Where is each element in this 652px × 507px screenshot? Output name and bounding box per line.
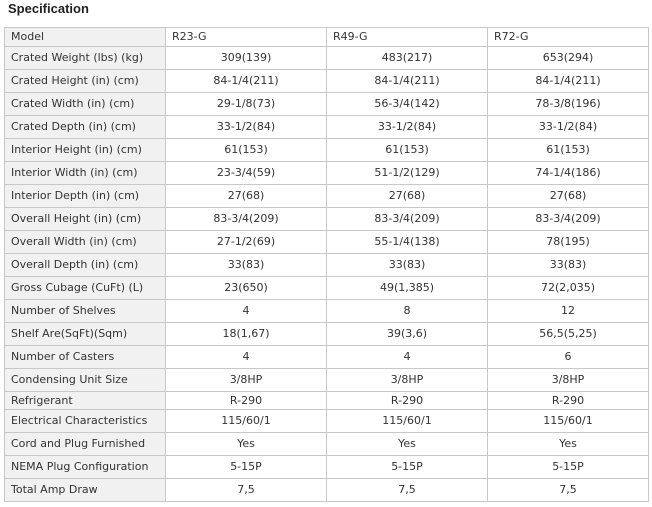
table-row	[5, 139, 649, 162]
table-row	[5, 208, 649, 231]
table-row	[5, 47, 649, 70]
cell-r23-g: 33(83)	[166, 254, 327, 277]
cell-r49-g: 39(3,6)	[327, 323, 488, 346]
cell-r49-g: 33(83)	[327, 254, 488, 277]
cell-r23-g: 18(1,67)	[166, 323, 327, 346]
cell-r23-g: 61(153)	[166, 139, 327, 162]
cell-r23-g: 23-3/4(59)	[166, 162, 327, 185]
row-label: Overall Depth (in) (cm)	[5, 254, 166, 277]
cell-r23-g: Yes	[166, 433, 327, 456]
cell-r49-g: 83-3/4(209)	[327, 208, 488, 231]
cell-r72-g: 72(2,035)	[488, 277, 649, 300]
row-label: Condensing Unit Size	[5, 369, 166, 392]
cell-r49-g: 56-3/4(142)	[327, 93, 488, 116]
row-label: Crated Width (in) (cm)	[5, 93, 166, 116]
table-row	[5, 185, 649, 208]
table-row	[5, 479, 649, 502]
column-header-r49-g: R49-G	[327, 28, 488, 47]
cell-r23-g: 84-1/4(211)	[166, 70, 327, 93]
row-label: Shelf Are(SqFt)(Sqm)	[5, 323, 166, 346]
cell-r49-g: 61(153)	[327, 139, 488, 162]
cell-r72-g: 3/8HP	[488, 369, 649, 392]
row-label: Overall Width (in) (cm)	[5, 231, 166, 254]
table-header-row	[5, 28, 649, 47]
cell-r23-g: 29-1/8(73)	[166, 93, 327, 116]
row-label: Crated Weight (lbs) (kg)	[5, 47, 166, 70]
cell-r72-g: 12	[488, 300, 649, 323]
cell-r72-g: 78(195)	[488, 231, 649, 254]
table-row	[5, 433, 649, 456]
cell-r72-g: 74-1/4(186)	[488, 162, 649, 185]
cell-r49-g: 3/8HP	[327, 369, 488, 392]
specification-table	[4, 27, 649, 502]
cell-r23-g: 7,5	[166, 479, 327, 502]
cell-r72-g: 33(83)	[488, 254, 649, 277]
column-header-r72-g: R72-G	[488, 28, 649, 47]
cell-r23-g: 23(650)	[166, 277, 327, 300]
row-label: NEMA Plug Configuration	[5, 456, 166, 479]
cell-r49-g: Yes	[327, 433, 488, 456]
table-row	[5, 116, 649, 139]
cell-r72-g: 84-1/4(211)	[488, 70, 649, 93]
row-label: Gross Cubage (CuFt) (L)	[5, 277, 166, 300]
cell-r49-g: 33-1/2(84)	[327, 116, 488, 139]
cell-r72-g: 78-3/8(196)	[488, 93, 649, 116]
cell-r72-g: 6	[488, 346, 649, 369]
cell-r72-g: 61(153)	[488, 139, 649, 162]
table-row	[5, 323, 649, 346]
cell-r23-g: 4	[166, 300, 327, 323]
row-label: Crated Height (in) (cm)	[5, 70, 166, 93]
cell-r72-g: 33-1/2(84)	[488, 116, 649, 139]
cell-r72-g: 56,5(5,25)	[488, 323, 649, 346]
cell-r49-g: 51-1/2(129)	[327, 162, 488, 185]
table-row	[5, 231, 649, 254]
cell-r49-g: 84-1/4(211)	[327, 70, 488, 93]
table-row	[5, 369, 649, 392]
row-label: Interior Width (in) (cm)	[5, 162, 166, 185]
cell-r23-g: 5-15P	[166, 456, 327, 479]
cell-r49-g: 49(1,385)	[327, 277, 488, 300]
cell-r72-g: R-290	[488, 392, 649, 410]
row-label: Crated Depth (in) (cm)	[5, 116, 166, 139]
cell-r72-g: 653(294)	[488, 47, 649, 70]
row-label: Total Amp Draw	[5, 479, 166, 502]
cell-r23-g: R-290	[166, 392, 327, 410]
cell-r49-g: 55-1/4(138)	[327, 231, 488, 254]
cell-r49-g: 7,5	[327, 479, 488, 502]
cell-r23-g: 27-1/2(69)	[166, 231, 327, 254]
cell-r49-g: 8	[327, 300, 488, 323]
table-row	[5, 93, 649, 116]
cell-r72-g: 83-3/4(209)	[488, 208, 649, 231]
row-label: Interior Depth (in) (cm)	[5, 185, 166, 208]
row-label: Interior Height (in) (cm)	[5, 139, 166, 162]
cell-r23-g: 33-1/2(84)	[166, 116, 327, 139]
table-row	[5, 70, 649, 93]
table-row	[5, 346, 649, 369]
cell-r23-g: 27(68)	[166, 185, 327, 208]
cell-r72-g: 7,5	[488, 479, 649, 502]
cell-r72-g: 5-15P	[488, 456, 649, 479]
cell-r23-g: 4	[166, 346, 327, 369]
column-header-model: Model	[5, 28, 166, 47]
cell-r23-g: 83-3/4(209)	[166, 208, 327, 231]
row-label: Overall Height (in) (cm)	[5, 208, 166, 231]
cell-r23-g: 3/8HP	[166, 369, 327, 392]
cell-r49-g: 115/60/1	[327, 410, 488, 433]
cell-r49-g: 483(217)	[327, 47, 488, 70]
table-row	[5, 410, 649, 433]
row-label: Refrigerant	[5, 392, 166, 410]
row-label: Number of Casters	[5, 346, 166, 369]
table-row	[5, 456, 649, 479]
table-row	[5, 277, 649, 300]
table-row	[5, 162, 649, 185]
table-row	[5, 392, 649, 410]
cell-r49-g: 4	[327, 346, 488, 369]
cell-r49-g: 27(68)	[327, 185, 488, 208]
row-label: Cord and Plug Furnished	[5, 433, 166, 456]
table-row	[5, 300, 649, 323]
cell-r72-g: Yes	[488, 433, 649, 456]
column-header-r23-g: R23-G	[166, 28, 327, 47]
cell-r23-g: 115/60/1	[166, 410, 327, 433]
cell-r72-g: 27(68)	[488, 185, 649, 208]
page-title: Specification	[8, 1, 89, 16]
row-label: Electrical Characteristics	[5, 410, 166, 433]
cell-r49-g: 5-15P	[327, 456, 488, 479]
table-row	[5, 254, 649, 277]
cell-r49-g: R-290	[327, 392, 488, 410]
cell-r23-g: 309(139)	[166, 47, 327, 70]
cell-r72-g: 115/60/1	[488, 410, 649, 433]
table-body	[5, 47, 649, 502]
row-label: Number of Shelves	[5, 300, 166, 323]
